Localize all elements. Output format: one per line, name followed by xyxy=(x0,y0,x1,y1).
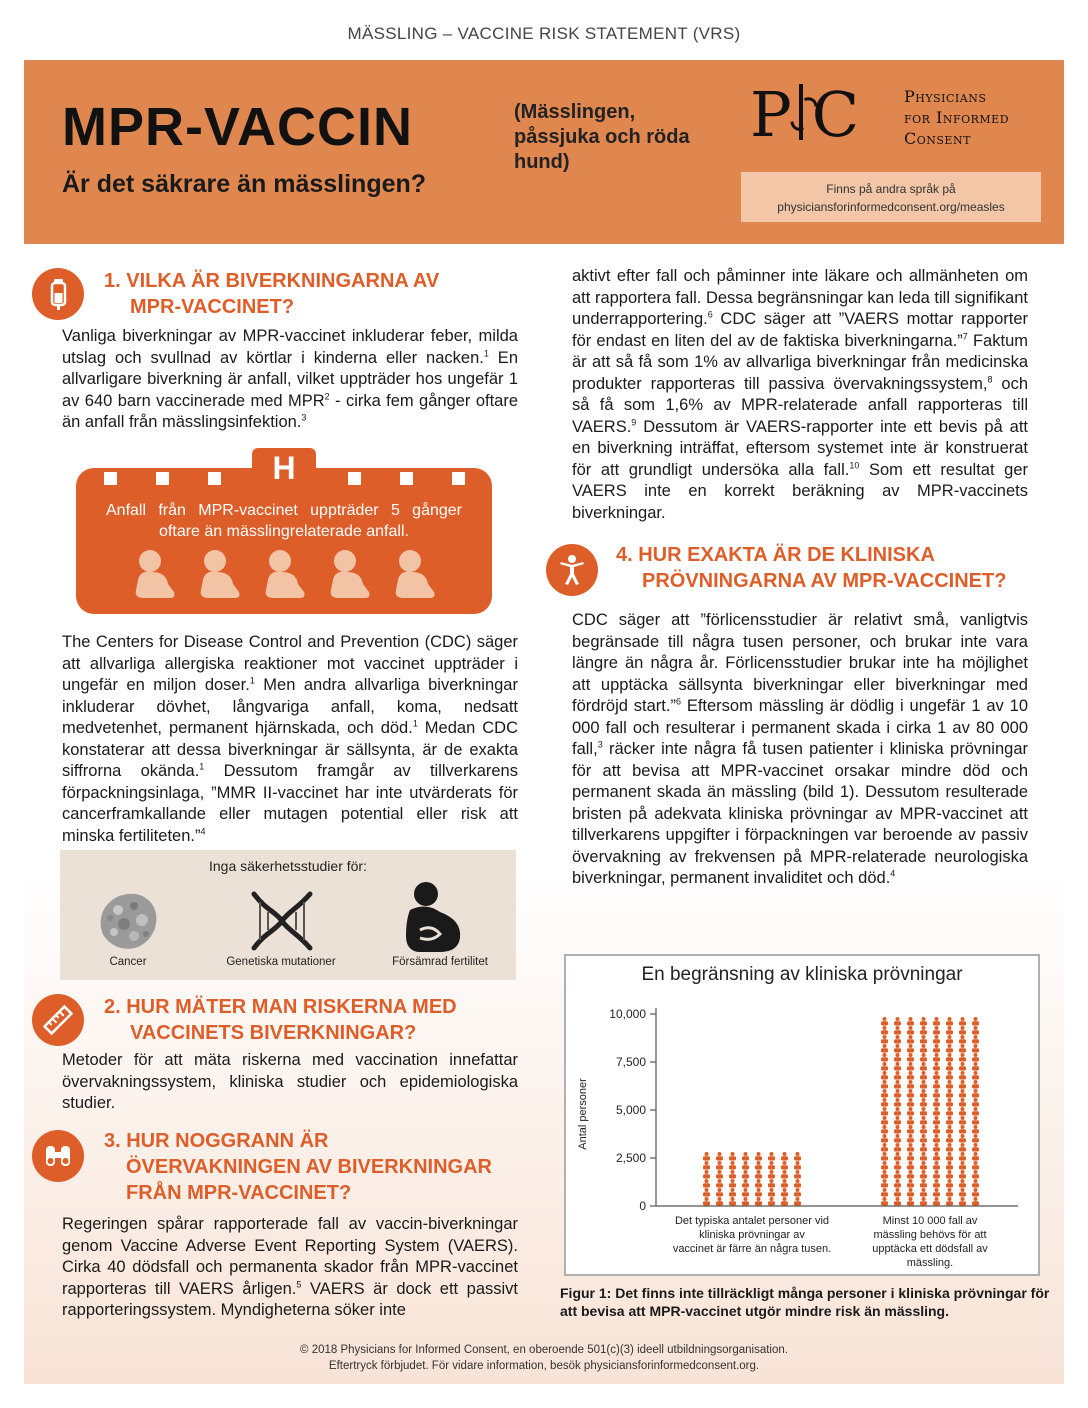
section-4-text: CDC säger att ”förlicensstudier är relativt små, vanligtvis begränsade till några tusen personer, och brukar inte vara längre än några år. Förlicensstudier brukar inte ha möjlighet att upptäcka sällsynta biverkningar eller biverkningar med fördröjd start.”$^6$ Eftersom mässling är dödlig i ungefär 1 av 10 000 fall och resulterar i permanent skada i cirka 1 av 80 000 fall,$^3$ räcker inte några få tusen patienter i kliniska prövningar för att bevisa att MPR-vaccinet orsakar mindre död och permanent skada än mässling (bild 1). Dessutom resulterade bristen på adekvata kliniska prövningar av MPR-vaccinet att tillverkarens uppgifter i förpackningen var beroende av passiv övervakning av frekvensen på MPR-relaterade neurologiska biverkningar, permanent invaliditet och död.$^4$ xyxy=(572,611,1029,887)
section-1-heading: 1. VILKA ÄR BIVERKNINGARNA AV MPR-VACCINET? xyxy=(104,270,440,318)
disease-list: (Mässlingen, påssjuka och röda hund) xyxy=(514,101,690,173)
cdc-side-effects-text: The Centers for Disease Control and Prevention (CDC) säger att allvarliga allergiska reaktioner mot vaccinet uppträder i ungefär en miljon doser.$^1$ Men andra allvarliga biverkningar inkluderar dövhet, långvariga anfall, koma, nedsatt medvetenhet, permanent hjärnskada, och död.$^1$ Medan CDC konstaterar att dessa biverkningar är sällsynta, är de exakta siffrorna okända.$^1$ Dessutom framgår av tillverkarens förpackningsinlaga, ”MMR II-vaccinet har inte utvärderats för cancerframkallande eller mutagen potential eller risk att minska fertiliteten.”$^4$ xyxy=(62,633,518,845)
section-3-heading: 3. HUR NOGGRANN ÄR ÖVERVAKNINGEN AV BIVERKNINGAR FRÅN MPR-VACCINET? xyxy=(104,1130,492,1204)
reprint-line: Eftertryck förbjudet. För vidare information, besök physiciansforinformedconsent.org. xyxy=(328,1360,760,1372)
section-4-heading: 4. HUR EXAKTA ÄR DE KLINISKA PRÖVNINGARNA AV MPR-VACCINET? xyxy=(616,544,1007,592)
y-tick-label: 10,000 xyxy=(609,1007,646,1021)
section-3-continued-text: aktivt efter fall och påminner inte läkare och allmänheten om att rapportera fall. Dessa begränsningar kan leda till signifikant underrapportering.$^6$ CDC säger att ”VAERS mottar rapporter för endast en liten del av de faktiska biverkningarna.”$^7$ Faktum är att så få som 1% av allvarliga biverkningar från medicinska produkter rapporteras till passiva övervakningssystem,$^8$ och så få som 1,6% av MPR-relaterade anfall rapporteras till VAERS.$^9$ Dessutom är VAERS-rapporter inte ett bevis på att en biverkning inträffat, eftersom systemet inte är konstruerat för att grundligt undersöka alla fall.$^{10}$ Som ett resultat ger VAERS inte en korrekt beräkning av MPR-vaccinets biverkningar. xyxy=(572,267,1028,522)
baby-icon xyxy=(130,548,180,600)
baby-icon xyxy=(195,548,245,600)
y-tick-label: 2,500 xyxy=(615,1151,646,1165)
chart-title: En begränsning av kliniska prövningar xyxy=(641,964,963,985)
baby-icon xyxy=(390,548,440,600)
other-languages-box: Finns på andra språk på physiciansforinformedconsent.org/measles xyxy=(741,172,1041,222)
chart-plot xyxy=(566,956,1038,1274)
no-safety-title: Inga säkerhetsstudier för: xyxy=(209,858,367,874)
y-axis-label: Antal personer xyxy=(577,1078,589,1150)
languages-link[interactable]: physiciansforinformedconsent.org/measles xyxy=(777,200,1005,214)
y-tick-label: 7,500 xyxy=(615,1055,646,1069)
x-category-label: upptäcka ett dödsfall av xyxy=(872,1243,988,1255)
binoculars-icon xyxy=(32,1130,84,1182)
impaired-fertility-label: Försämrad fertilitet xyxy=(392,956,488,968)
clinical-trials-chart xyxy=(564,954,1040,1276)
baby-icon xyxy=(260,548,310,600)
cancer-label: Cancer xyxy=(109,956,147,968)
hospital-seizure-graphic xyxy=(76,448,492,616)
tumor-cell-icon xyxy=(96,890,160,952)
y-tick-label: 5,000 xyxy=(615,1103,646,1117)
x-category-label: mässling behövs för att xyxy=(873,1229,987,1241)
section-2-text: Metoder för att mäta riskerna med vaccination innefattar övervakningssystem, kliniska studier och epidemiologiska studier. xyxy=(62,1051,518,1112)
figure-caption: Figur 1: Det finns inte tillräckligt många personer i kliniska prövningar för att bevisa att MPR-vaccinet utgör mindre risk än mässling. xyxy=(560,1285,1050,1319)
x-category-label: Det typiska antalet personer vid xyxy=(674,1215,830,1227)
pregnant-woman-icon xyxy=(400,880,466,954)
x-category-label: kliniska prövningar av xyxy=(699,1229,805,1241)
section-1-text: Vanliga biverkningar av MPR-vaccinet inkluderar feber, milda utslag och svullnad av körtlar i kinderna eller nacken.$^1$ En allvarligare biverkning är anfall, vilket uppträder hos ungefär 1 av 640 barn vaccinerade med MPR$^2$ - cirka fem gånger oftare än anfall från mässlingsinfektion.$^3$ xyxy=(62,327,519,431)
page-subtitle: Är det säkrare än mässlingen? xyxy=(62,170,427,198)
hospital-statement: Anfall från MPR-vaccinet uppträder 5 gånger oftare än mässlingrelaterade anfall. xyxy=(106,502,462,540)
section-3-text: Regeringen spårar rapporterade fall av vaccin-biverkningar genom Vaccine Adverse Event Reporting System (VAERS). Cirka 40 dödsfall och permanenta skador från MPR-vaccinet rapporteras till VAERS årligen.$^5$ VAERS är dock ett passivt rapporteringssystem. Myndigheterna söker inte xyxy=(62,1215,518,1319)
baby-icons xyxy=(130,548,440,604)
pic-logo-mark: P C xyxy=(750,78,858,151)
hospital-letter: H xyxy=(272,450,296,486)
person-icon xyxy=(546,544,598,596)
genetic-mutations-label: Genetiska mutationer xyxy=(226,956,336,968)
bar xyxy=(703,1152,801,1206)
dna-helix-icon xyxy=(246,886,318,956)
baby-icon xyxy=(325,548,375,600)
bar xyxy=(881,1017,979,1206)
footer xyxy=(0,1342,1088,1374)
section-2-heading: 2. HUR MÄTER MAN RISKERNA MED VACCINETS BIVERKNINGAR? xyxy=(104,996,457,1044)
document-topbar: MÄSSLING – VACCINE RISK STATEMENT (VRS) xyxy=(347,24,741,43)
x-category-label: mässling. xyxy=(906,1257,954,1269)
ruler-icon xyxy=(32,994,84,1046)
no-safety-studies-box xyxy=(60,850,516,980)
copyright-line: © 2018 Physicians for Informed Consent, en oberoende 501(c)(3) ideell utbildningsorganisation. xyxy=(300,1344,788,1356)
organization-logo-text: Physicians for Informed Consent xyxy=(904,87,1010,148)
x-category-label: vaccinet är färre än några tusen. xyxy=(672,1243,832,1255)
vaccine-vial-icon xyxy=(32,268,84,320)
page-title: MPR-VACCIN xyxy=(62,97,413,157)
caduceus-icon xyxy=(790,84,812,140)
header-banner xyxy=(24,60,1064,244)
x-category-label: Minst 10 000 fall av xyxy=(882,1215,978,1227)
y-tick-label: 0 xyxy=(639,1199,646,1213)
